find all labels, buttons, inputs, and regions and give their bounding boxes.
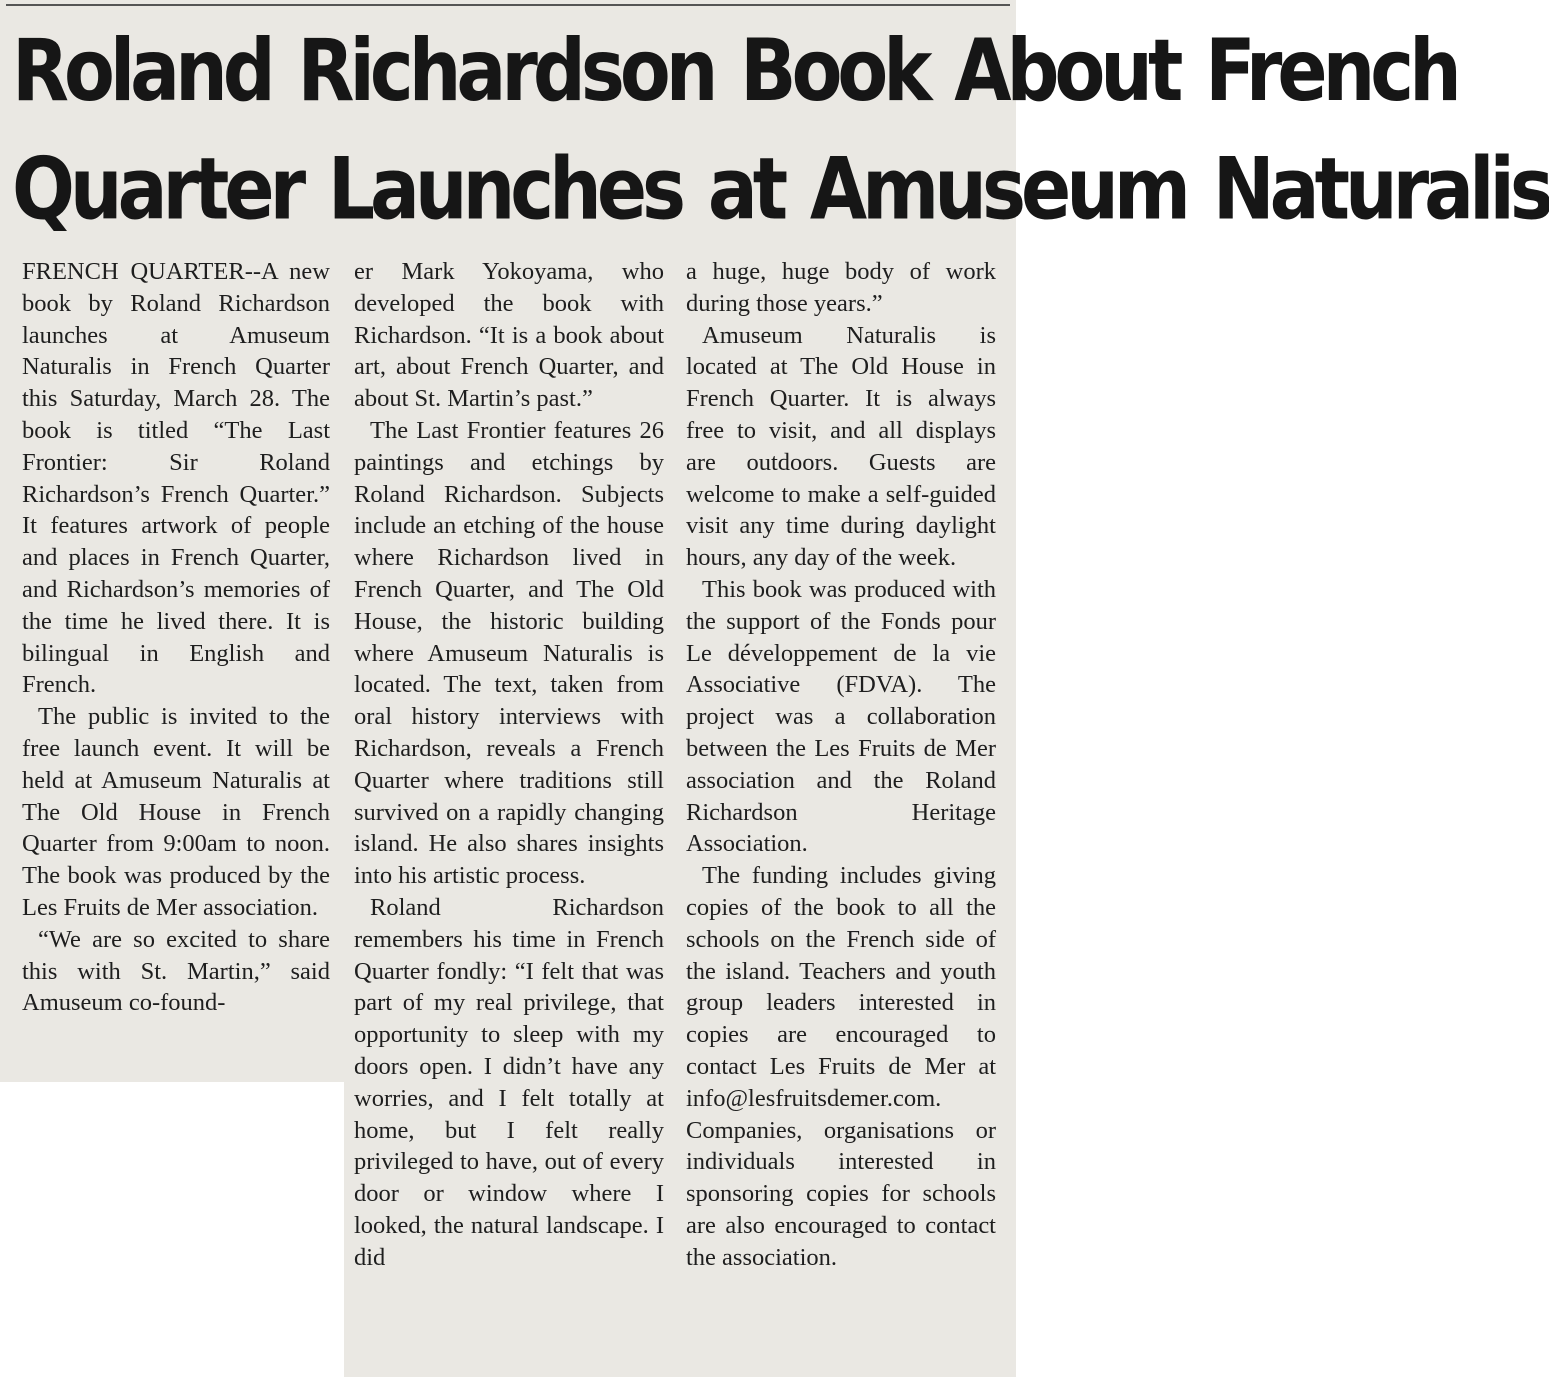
- top-rule: [6, 4, 1010, 6]
- paragraph: “We are so excited to share this with St. Martin,” said Amuseum co-found-: [22, 925, 330, 1017]
- article-column-3: [686, 256, 996, 1274]
- headline-line-1: Roland Richardson Book About French: [12, 21, 1457, 122]
- article-column-1: [22, 256, 330, 1019]
- article-column-2: [354, 256, 664, 1274]
- paragraph: The Last Frontier features 26 paintings and etchings by Roland Richardson. Subjects include an etching of the house where Richardson lived in French Quarter, and The Old House, the historic building where Amuseum Naturalis is located. The text, taken from oral history interviews with Richardson, reveals a French Quarter where traditions still survived on a rapidly changing island. He also shares insights into his artistic process.: [354, 416, 664, 890]
- paragraph: The public is invited to the free launch event. It will be held at Amuseum Naturalis at The Old House in French Quarter from 9:00am to noon. The book was produced by the Les Fruits de Mer association.: [22, 703, 330, 921]
- headline: [12, 12, 1549, 249]
- paragraph: er Mark Yokoyama, who developed the book with Richardson. “It is a book about art, about French Quarter, and about St. Martin’s past.”: [354, 258, 664, 413]
- paragraph: The funding includes giving copies of the book to all the schools on the French side of the island. Teachers and youth group leaders interested in copies are encouraged to contact Les Fruits de Mer at info@lesfruitsdemer.com. Companies, organisations or individuals interested in sponsoring copies for schools are also encouraged to contact the association.: [686, 862, 996, 1271]
- paragraph: Amuseum Naturalis is located at The Old House in French Quarter. It is always free to visit, and all displays are outdoors. Guests are welcome to make a self-guided visit any time during daylight hours, any day of the week.: [686, 321, 996, 572]
- headline-line-2: Quarter Launches at Amuseum Naturalis: [12, 139, 1549, 240]
- paragraph: This book was produced with the support of the Fonds pour Le développement de la vie Associative (FDVA). The project was a collaboration between the Les Fruits de Mer association and the Roland Richardson Heritage Association.: [686, 575, 996, 858]
- paragraph: a huge, huge body of work during those years.”: [686, 258, 996, 317]
- clipping-cutout: [0, 1082, 344, 1377]
- paragraph: FRENCH QUARTER--A new book by Roland Richardson launches at Amuseum Naturalis in French Quarter this Saturday, March 28. The book is titled “The Last Frontier: Sir Roland Richardson’s French Quarter.” It features artwork of people and places in French Quarter, and Richardson’s memories of the time he lived there. It is bilingual in English and French.: [22, 258, 330, 699]
- paragraph: Roland Richardson remembers his time in French Quarter fondly: “I felt that was part of my real privilege, that opportunity to sleep with my doors open. I didn’t have any worries, and I felt totally at home, but I felt really privileged to have, out of every door or window where I looked, the natural landscape. I did: [354, 893, 664, 1271]
